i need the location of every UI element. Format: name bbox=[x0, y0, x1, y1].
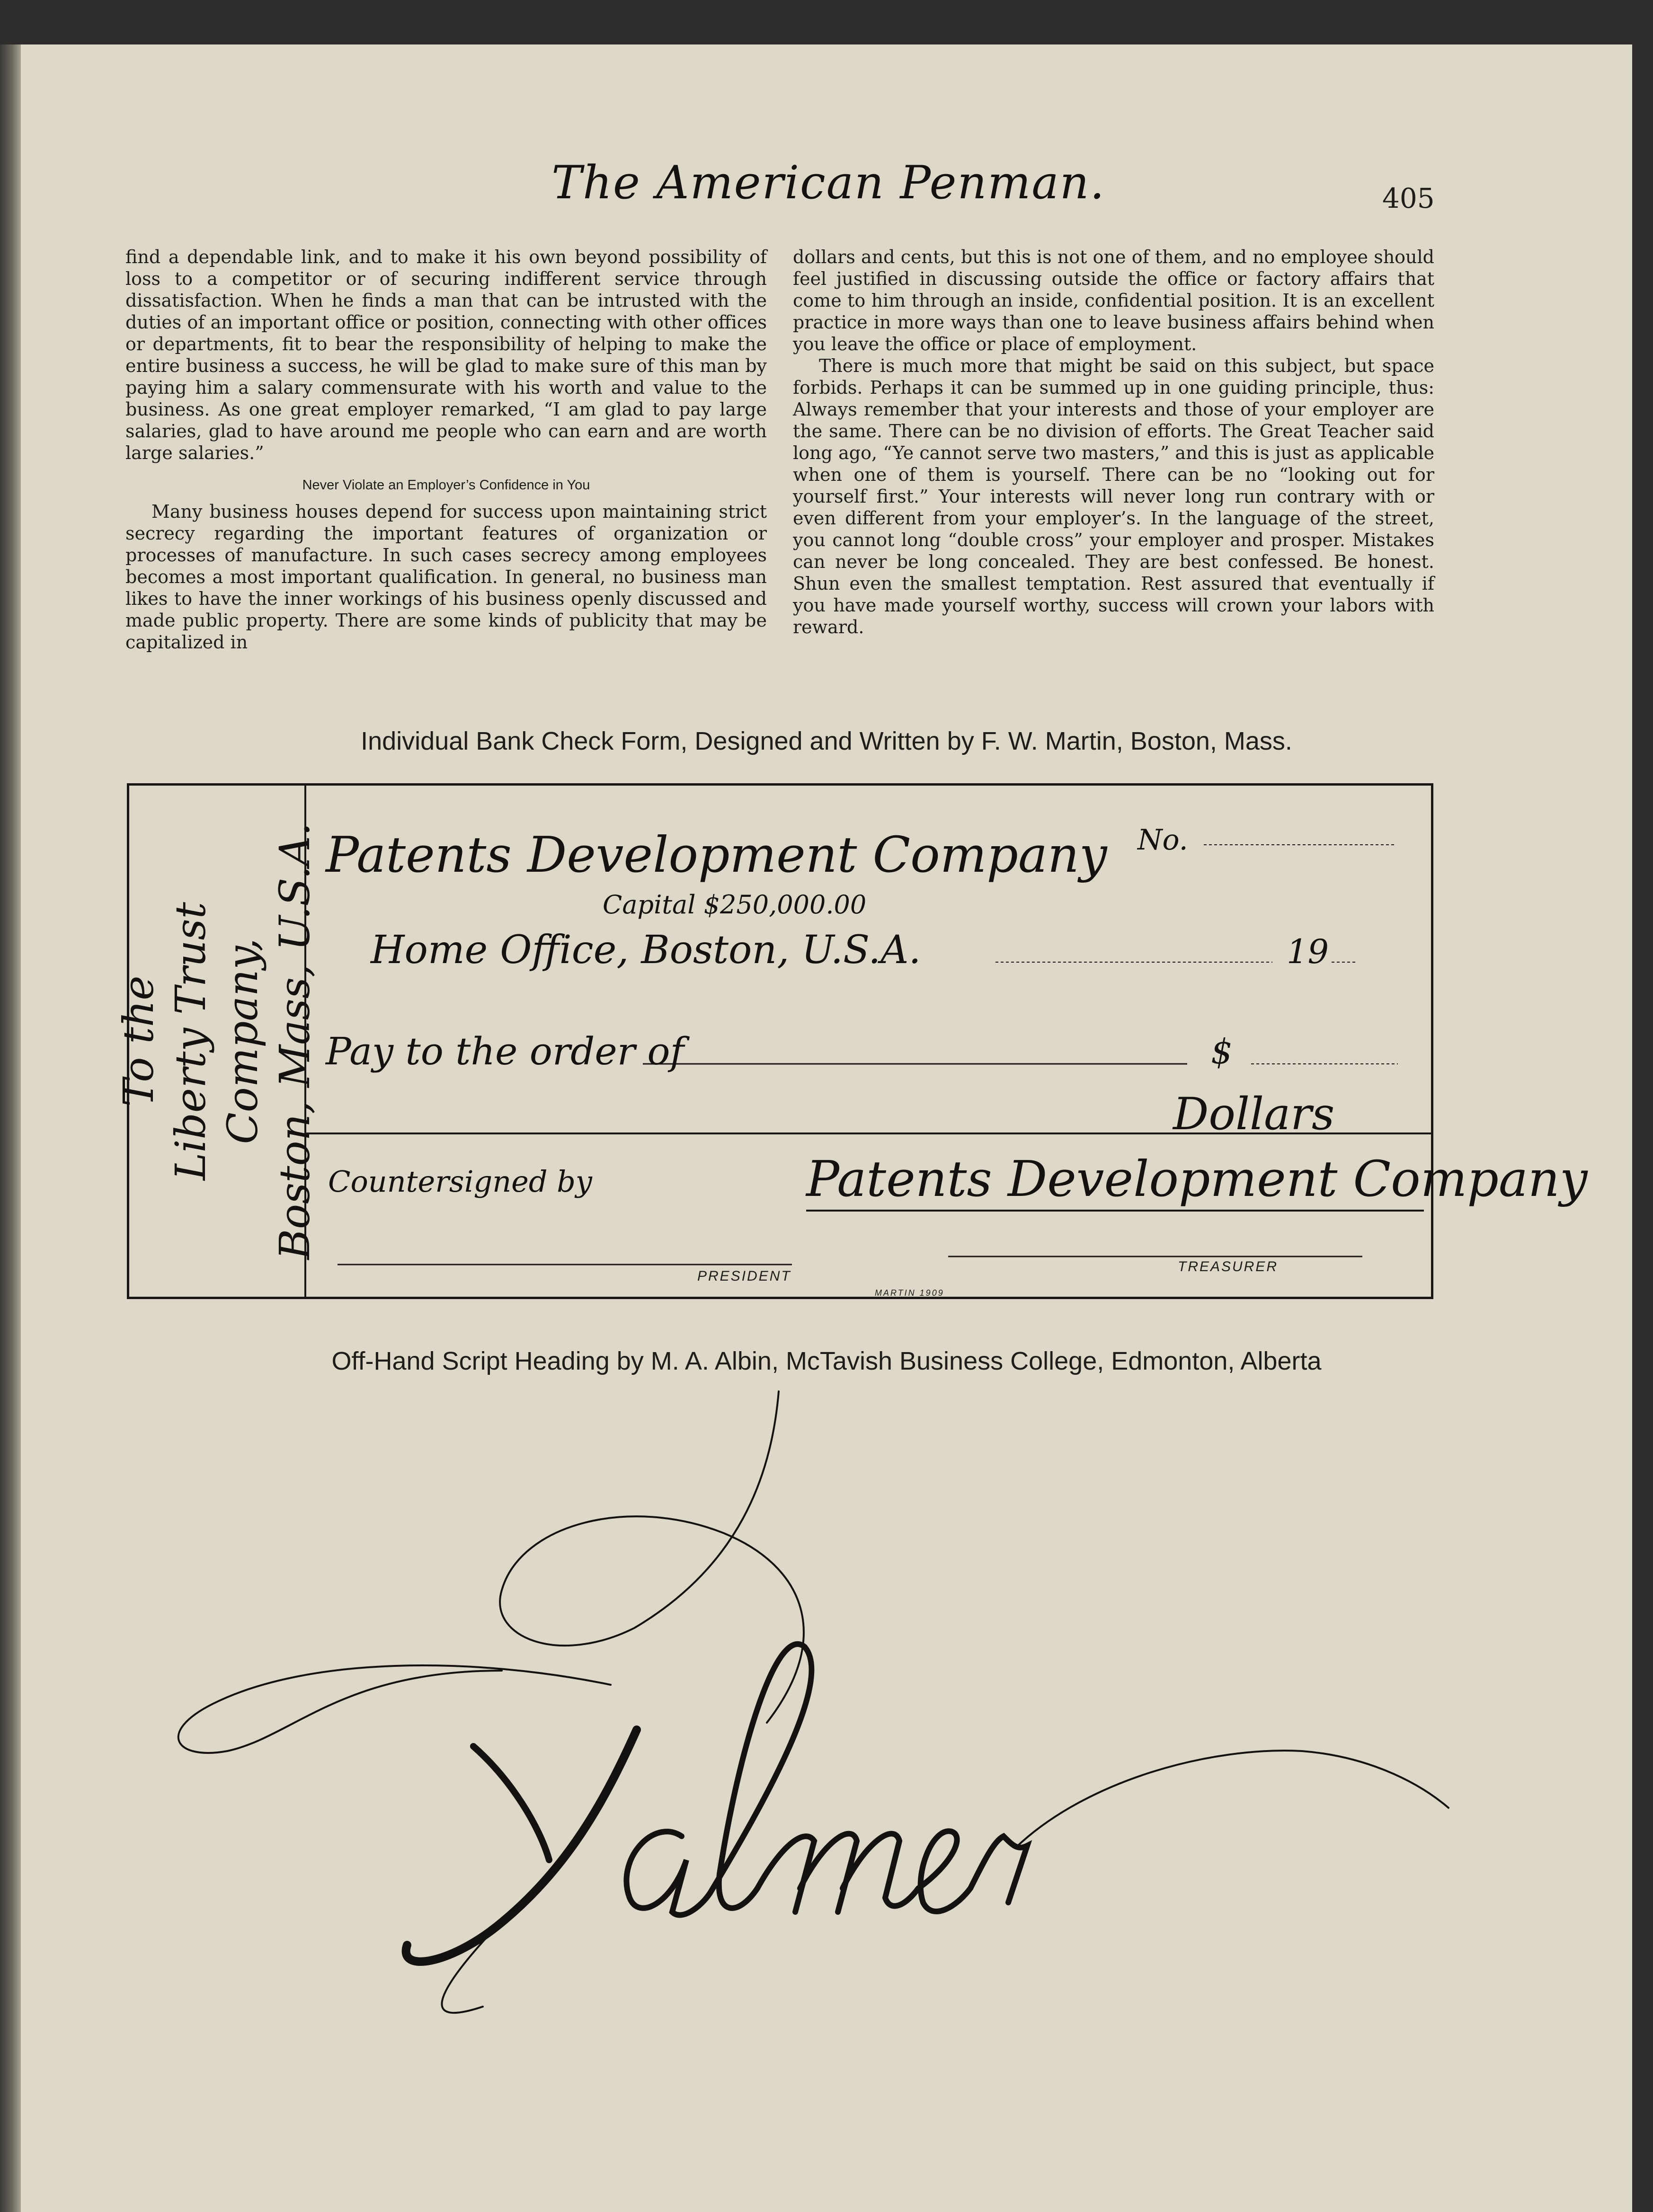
palmer-entry-sweep bbox=[178, 1665, 611, 1753]
check-treasurer-label: TREASURER bbox=[1178, 1259, 1279, 1274]
palmer-p-stem bbox=[406, 1730, 637, 1962]
stub-line-2: Liberty Trust Company, bbox=[166, 902, 267, 1181]
palmer-letter-a bbox=[626, 1832, 710, 1915]
check-signature-company: Patents Development Company bbox=[806, 1150, 1588, 1208]
check-capital: Capital $250,000.00 bbox=[603, 890, 867, 920]
check-artist-credit: MARTIN 1909 bbox=[875, 1288, 944, 1298]
masthead-title: The American Penman. bbox=[551, 156, 1105, 209]
section-subheading: Never Violate an Employer’s Confidence in You bbox=[302, 478, 590, 493]
check-pay-to: Pay to the order of bbox=[326, 1029, 684, 1073]
palmer-p-stem-hairline bbox=[442, 1926, 497, 2013]
check-countersigned: Countersigned by bbox=[328, 1164, 592, 1199]
right-paragraph-2: There is much more that might be said on this subject, but space forbids. Perhaps it can be summed up in one guiding principle, thus: Always remember that your interests and those of your employer are the same. There can be no division of efforts. The Great Teacher said long ago, “Ye cannot serve two masters,” and this is just as applicable when one of them is yourself. There can be no “looking out for yourself first.” Your interests will never long run contrary with or even different from your employer’s. In the language of the street, you cannot long “double cross” your employer and prosper. Mistakes can never be long concealed. They are best confessed. Be honest. Shun even the smallest temptation. Rest assured that eventually if you have made yourself worthy, success will crown your labors with reward. bbox=[793, 355, 1434, 637]
palmer-letter-l bbox=[710, 1644, 811, 1908]
palmer-letter-m bbox=[757, 1834, 918, 1912]
right-paragraph-1: dollars and cents, but this is not one of them, and no employee should feel justified in discussing outside the office or factory affairs that come to him through an inside, confidential position. It is an excellent practice in more ways than one to leave business affairs behind when you leave the office or place of employment. bbox=[793, 247, 1434, 354]
check-dollar-sign: $ bbox=[1211, 1032, 1233, 1071]
check-dollars-word: Dollars bbox=[1173, 1088, 1335, 1140]
palmer-sweep-shade bbox=[473, 1746, 549, 1860]
check-company-name: Patents Development Company bbox=[326, 826, 1107, 884]
check-caption: Individual Bank Check Form, Designed and Written by F. W. Martin, Boston, Mass. bbox=[361, 727, 1292, 755]
check-home-office: Home Office, Boston, U.S.A. bbox=[371, 928, 921, 973]
script-caption: Off-Hand Script Heading by M. A. Albin, McTavish Business College, Edmonton, Alberta bbox=[331, 1347, 1322, 1375]
left-paragraph-1: find a dependable link, and to make it his own beyond possibility of loss to a competitor or of securing indifferent service through dissatisfaction. When he finds a man that can be intrusted with the duties of an important office or position, connecting with other offices or departments, fit to bear the responsibility of helping to make the entire business a success, he will be glad to make sure of this man by paying him a salary commensurate with his worth and value to the business. As one great employer remarked, “I am glad to pay large salaries, glad to have around me people who can earn and are worth large salaries.” bbox=[125, 247, 767, 463]
page-number: 405 bbox=[1382, 182, 1435, 214]
stub-line-1: To the bbox=[114, 975, 163, 1107]
palmer-letter-e bbox=[918, 1831, 970, 1911]
palmer-letter-r bbox=[970, 1836, 1027, 1902]
stub-line-3: Boston, Mass, U.S.A. bbox=[270, 823, 319, 1260]
check-year-prefix: 19 bbox=[1287, 932, 1329, 971]
left-paragraph-2: Many business houses depend for success upon maintaining strict secrecy regarding the important features of organization or processes of manufacture. In such cases secrecy among employees becomes a most important qualification. In general, no business man likes to have the inner workings of his business openly discussed and made public property. There are some kinds of publicity that may be capitalized in bbox=[125, 501, 767, 653]
check-president-label: PRESIDENT bbox=[697, 1268, 791, 1284]
palmer-exit-flourish bbox=[1018, 1751, 1449, 1846]
check-number-label: No. bbox=[1138, 823, 1188, 857]
